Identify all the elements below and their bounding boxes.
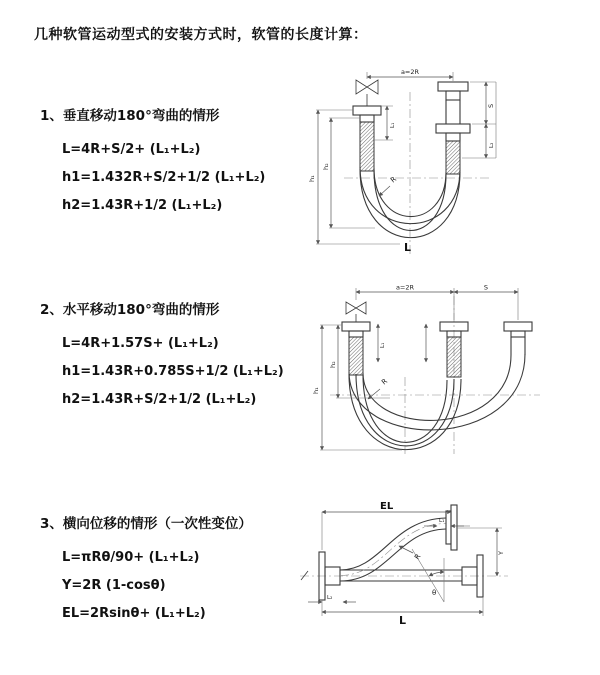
vertical-bend-drawing — [300, 66, 590, 258]
dim-label-el: EL — [380, 501, 394, 512]
right-pipe-flanges — [436, 82, 470, 174]
dim-label-a2r: a=2R — [395, 283, 415, 292]
dim-a2r — [356, 284, 518, 321]
dim-label-l1: L₁ — [439, 518, 445, 524]
hose-u-curves — [349, 354, 525, 450]
braided-hose-section — [446, 141, 460, 174]
dim-label-s: S — [483, 283, 489, 292]
dim-label-length: L — [404, 241, 412, 254]
formula-line: Y=2R (1-cosθ) — [62, 578, 166, 593]
dim-y — [457, 528, 505, 576]
dim-label-length: L — [399, 614, 407, 627]
dim-label-l1: L₁ — [380, 342, 386, 348]
section-3 — [40, 512, 252, 628]
braided-hose-section — [360, 122, 374, 171]
dim-label-l2: L₂ — [489, 142, 495, 148]
page-title: 几种软管运动型式的安装方式时，软管的长度计算： — [34, 27, 368, 43]
formula-line: h2=1.43R+S/2+1/2 (L₁+L₂) — [62, 392, 257, 407]
radius-callout — [379, 175, 398, 196]
section-2-heading: 2、水平移动180°弯曲的情形 — [40, 302, 220, 318]
right-pipe-flange — [504, 322, 532, 355]
dim-label-s: S — [487, 103, 495, 108]
formula-line: h2=1.43R+1/2 (L₁+L₂) — [62, 198, 223, 213]
formula-line: L=4R+1.57S+ (L₁+L₂) — [62, 336, 219, 351]
section-2 — [40, 298, 284, 414]
formula-line: h1=1.43R+0.785S+1/2 (L₁+L₂) — [62, 364, 284, 379]
dim-el — [322, 501, 451, 550]
dim-l2 — [486, 124, 495, 158]
dim-label-l2: L₂ — [327, 595, 333, 601]
dim-label-h2: h₂ — [322, 163, 330, 170]
dim-label-h1: h₁ — [312, 387, 320, 394]
left-pipe-flange — [342, 322, 370, 375]
left-pipe-flange — [353, 106, 381, 171]
dim-label-r: R — [380, 377, 390, 387]
dim-label-r: R — [413, 552, 423, 562]
radius-callout — [368, 377, 389, 399]
valve-icon — [346, 302, 366, 322]
dim-s — [454, 284, 518, 293]
dim-label-y: Y — [497, 551, 505, 555]
valve-icon — [356, 80, 378, 106]
section-1 — [40, 104, 265, 220]
dim-l2 — [308, 595, 356, 602]
dim-label-theta: θ — [432, 589, 437, 597]
lateral-displacement-drawing — [296, 496, 594, 650]
section-1-heading: 1、垂直移动180°弯曲的情形 — [40, 108, 220, 124]
radius-callout — [399, 546, 444, 602]
horizontal-bend-drawing — [302, 282, 597, 462]
dim-a2r — [367, 68, 453, 81]
dim-label-h2: h₂ — [329, 361, 337, 368]
dim-l1 — [378, 324, 426, 362]
dim-label-h1: h₁ — [308, 175, 316, 182]
centerline-break-mark — [301, 571, 308, 580]
dim-label-a2r: a=2R — [400, 68, 420, 76]
diagram-vertical-180-bend — [300, 66, 590, 262]
section-3-heading: 3、横向位移的情形（一次性变位） — [40, 516, 252, 532]
dim-label-l1: L₁ — [390, 122, 396, 128]
dim-h1 — [308, 110, 400, 244]
braided-hose-section — [447, 337, 461, 377]
straight-hose-position — [340, 555, 483, 597]
formula-line: L=πRθ/90+ (L₁+L₂) — [62, 550, 200, 565]
diagram-horizontal-180-bend — [302, 282, 597, 466]
dim-length — [322, 597, 483, 627]
braided-hose-section — [349, 337, 363, 375]
diagram-lateral-displacement — [296, 496, 594, 654]
dim-label-r: R — [389, 175, 399, 185]
formula-line: L=4R+S/2+ (L₁+L₂) — [62, 142, 201, 157]
dim-l1 — [374, 106, 396, 140]
formula-line: EL=2Rsinθ+ (L₁+L₂) — [62, 606, 206, 621]
formula-line: h1=1.432R+S/2+1/2 (L₁+L₂) — [62, 170, 266, 185]
